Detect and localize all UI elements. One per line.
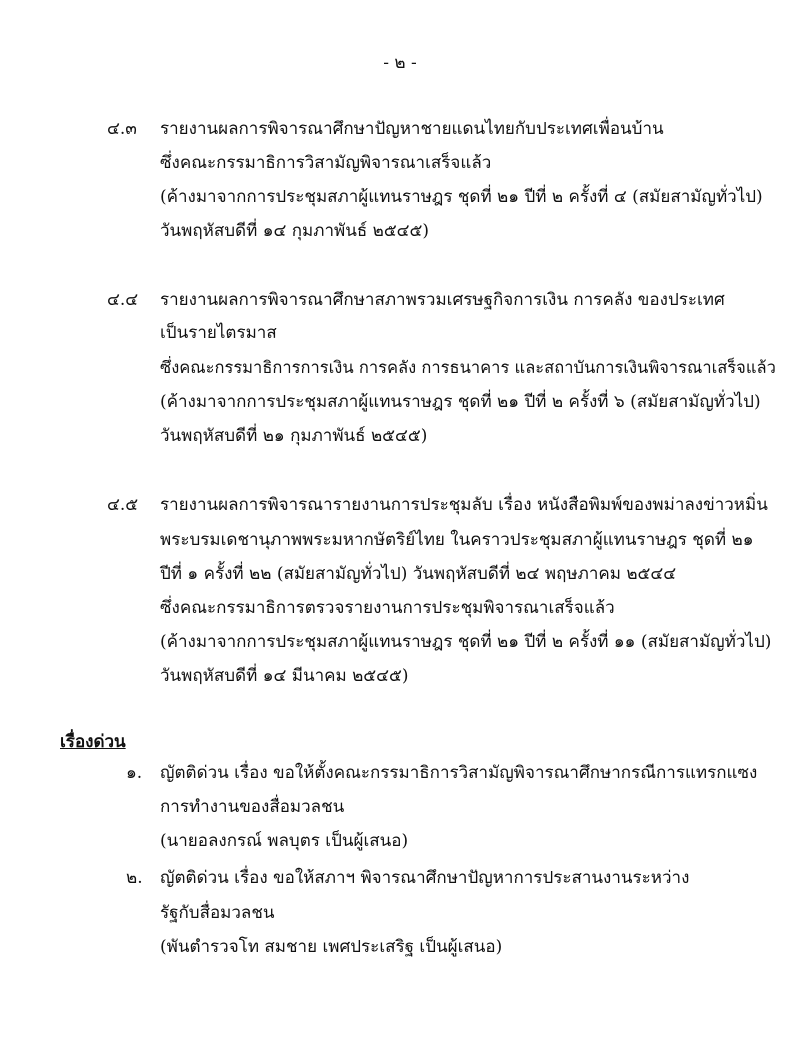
item-line: การทำงานของสื่อมวลชน: [160, 797, 345, 817]
item-line: (ค้างมาจากการประชุมสภาผู้แทนราษฎร ชุดที่ ๒๑ ปีที่ ๒ ครั้งที่ ๑๑ (สมัยสามัญทั่วไป): [160, 632, 772, 652]
item-line: พระบรมเดชานุภาพพระมหากษัตริย์ไทย ในคราวประชุมสภาผู้แทนราษฎร ชุดที่ ๒๑: [160, 530, 754, 550]
item-line: รายงานผลการพิจารณารายงานการประชุมลับ เรื่อง หนังสือพิมพ์ของพม่าลงข่าวหมิ่น: [160, 495, 768, 515]
item-number: ๑.: [126, 763, 143, 783]
item-line: ญัตติด่วน เรื่อง ขอให้สภาฯ พิจารณาศึกษาปัญหาการประสานงานระหว่าง: [160, 868, 690, 888]
item-number: ๔.๓: [107, 119, 137, 139]
item-line: รายงานผลการพิจารณาศึกษาปัญหาชายแดนไทยกับประเทศเพื่อนบ้าน: [160, 119, 664, 139]
item-line: ซึ่งคณะกรรมาธิการวิสามัญพิจารณาเสร็จแล้ว: [160, 153, 492, 173]
item-line: วันพฤหัสบดีที่ ๒๑ กุมภาพันธ์ ๒๕๔๕): [160, 426, 428, 446]
item-line: วันพฤหัสบดีที่ ๑๔ กุมภาพันธ์ ๒๕๔๕): [160, 221, 430, 241]
item-line: วันพฤหัสบดีที่ ๑๔ มีนาคม ๒๕๔๕): [160, 666, 409, 686]
urgent-heading: เรื่องด่วน: [60, 732, 126, 752]
item-line: ซึ่งคณะกรรมาธิการตรวจรายงานการประชุมพิจารณาเสร็จแล้ว: [160, 598, 615, 618]
item-number: ๔.๕: [107, 495, 139, 515]
item-line: ญัตติด่วน เรื่อง ขอให้ตั้งคณะกรรมาธิการวิสามัญพิจารณาศึกษากรณีการแทรกแซง: [160, 763, 758, 783]
item-line: (นายอลงกรณ์ พลบุตร เป็นผู้เสนอ): [160, 831, 409, 851]
item-line: รัฐกับสื่อมวลชน: [160, 903, 275, 923]
item-line: ปีที่ ๑ ครั้งที่ ๒๒ (สมัยสามัญทั่วไป) วันพฤหัสบดีที่ ๒๔ พฤษภาคม ๒๕๔๔: [160, 564, 677, 584]
item-number: ๒.: [126, 868, 143, 888]
item-line: (พันตำรวจโท สมชาย เพศประเสริฐ เป็นผู้เสนอ): [160, 937, 503, 957]
page-number: - ๒ -: [383, 53, 417, 73]
item-line: รายงานผลการพิจารณาศึกษาสภาพรวมเศรษฐกิจการเงิน การคลัง ของประเทศ: [160, 290, 725, 310]
item-line: เป็นรายไตรมาส: [160, 323, 277, 343]
item-line: ซึ่งคณะกรรมาธิการการเงิน การคลัง การธนาคาร และสถาบันการเงินพิจารณาเสร็จแล้ว: [160, 358, 776, 377]
item-line: (ค้างมาจากการประชุมสภาผู้แทนราษฎร ชุดที่ ๒๑ ปีที่ ๒ ครั้งที่ ๔ (สมัยสามัญทั่วไป): [160, 187, 763, 207]
item-line: (ค้างมาจากการประชุมสภาผู้แทนราษฎร ชุดที่ ๒๑ ปีที่ ๒ ครั้งที่ ๖ (สมัยสามัญทั่วไป): [160, 392, 761, 412]
item-number: ๔.๔: [107, 290, 139, 310]
